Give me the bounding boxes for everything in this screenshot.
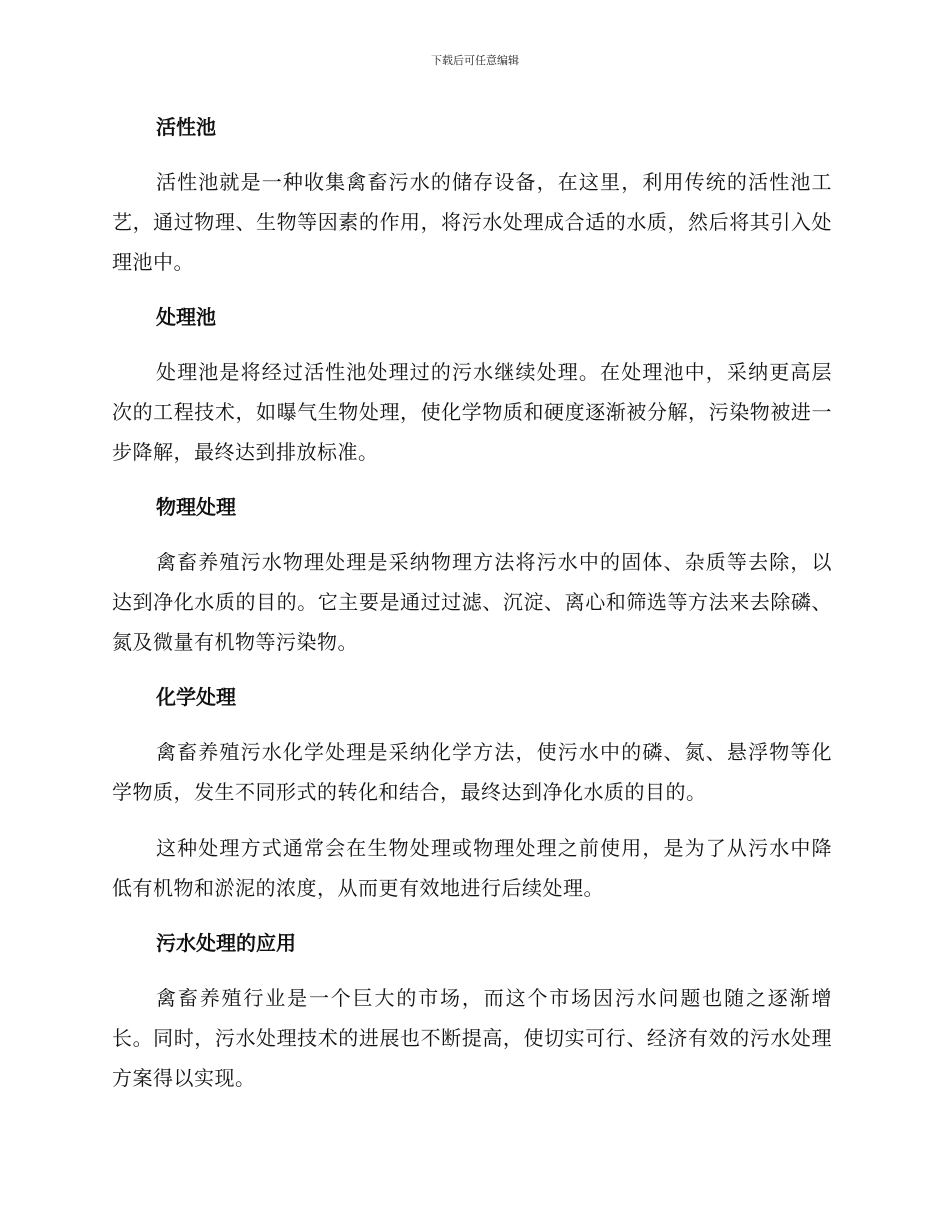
- section-heading: 污水处理的应用: [156, 931, 296, 955]
- body-paragraph: 禽畜养殖污水物理处理是采纳物理方法将污水中的固体、杂质等去除，以达到净化水质的目的。它主要是通过过滤、沉淀、离心和筛选等方法来去除磷、氮及微量有机物等污染物。: [112, 550, 832, 654]
- body-paragraph: 活性池就是一种收集禽畜污水的储存设备，在这里，利用传统的活性池工艺，通过物理、生物等因素的作用，将污水处理成合适的水质，然后将其引入处理池中。: [112, 170, 832, 274]
- body-paragraph: 禽畜养殖行业是一个巨大的市场，而这个市场因污水问题也随之逐渐增长。同时，污水处理技术的进展也不断提高，使切实可行、经济有效的污水处理方案得以实现。: [112, 986, 832, 1090]
- document-body: [112, 108, 832, 1114]
- section-treatment-pool: [112, 298, 832, 472]
- body-paragraph: 处理池是将经过活性池处理过的污水继续处理。在处理池中，采纳更高层次的工程技术，如曝气生物处理，使化学物质和硬度逐渐被分解，污染物被进一步降解，最终达到排放标准。: [112, 360, 832, 464]
- section-heading: 处理池: [156, 305, 216, 329]
- body-paragraph: 这种处理方式通常会在生物处理或物理处理之前使用，是为了从污水中降低有机物和淤泥的浓度，从而更有效地进行后续处理。: [112, 836, 832, 900]
- section-physical-treatment: [112, 488, 832, 662]
- section-wastewater-application: [112, 924, 832, 1098]
- body-paragraph: 禽畜养殖污水化学处理是采纳化学方法，使污水中的磷、氮、悬浮物等化学物质，发生不同形式的转化和结合，最终达到净化水质的目的。: [112, 740, 832, 804]
- section-activated-pool: [112, 108, 832, 282]
- section-heading: 活性池: [156, 115, 216, 139]
- section-chemical-treatment: [112, 678, 832, 908]
- section-heading: 化学处理: [156, 685, 236, 709]
- page-header: 下载后可任意编辑: [431, 54, 519, 67]
- section-heading: 物理处理: [156, 495, 236, 519]
